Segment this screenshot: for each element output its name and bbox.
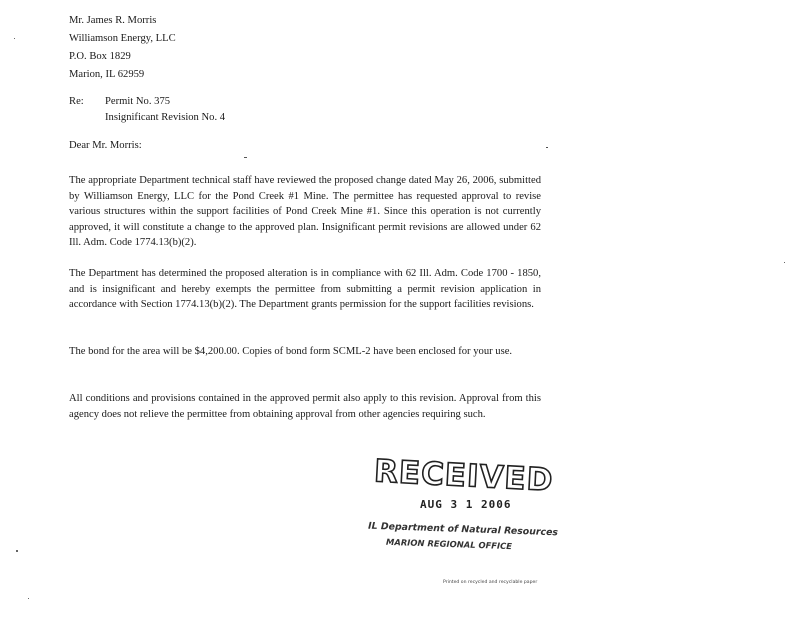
received-stamp-word: RECEIVED bbox=[373, 453, 555, 499]
received-stamp-date: AUG 3 1 2006 bbox=[420, 498, 512, 511]
permit-number: Permit No. 375 bbox=[105, 96, 171, 107]
subject-block bbox=[69, 94, 225, 126]
body-paragraph-conditions: All conditions and provisions contained in the approved permit also apply to this revision. Approval from this agency does not relieve the permittee from obtaining approval from other agencies requiring such. bbox=[69, 393, 541, 420]
recipient-name: Mr. James R. Morris bbox=[69, 15, 157, 26]
received-stamp-agency: IL Department of Natural Resources bbox=[367, 520, 559, 539]
scan-speck bbox=[546, 147, 548, 148]
body-paragraph-bond: The bond for the area will be $4,200.00. Copies of bond form SCML-2 have been enclosed for your use. bbox=[69, 346, 513, 357]
received-stamp bbox=[367, 453, 559, 558]
recipient-company: Williamson Energy, LLC bbox=[69, 33, 176, 44]
recycled-paper-note: Printed on recycled and recyclable paper bbox=[443, 580, 538, 585]
scan-speck bbox=[784, 262, 785, 263]
recipient-po-box: P.O. Box 1829 bbox=[69, 51, 131, 62]
scan-speck bbox=[16, 550, 18, 552]
subject-label: Re: bbox=[69, 96, 84, 107]
salutation: Dear Mr. Morris: bbox=[69, 140, 142, 151]
scan-speck bbox=[28, 598, 29, 599]
recipient-city-state-zip: Marion, IL 62959 bbox=[69, 69, 145, 80]
body-paragraph-determination: The Department has determined the proposed alteration is in compliance with 62 Ill. Adm. Code 1700 - 1850, and is insignificant and hereby exempts the permittee from submitting a permit revision application in accordance with Section 1774.13(b)(2). The Department grants permission for the support facilities revisions. bbox=[69, 268, 541, 311]
body-paragraph-review: The appropriate Department technical staff have reviewed the proposed change dated May 26, 2006, submitted by Williamson Energy, LLC for the Pond Creek #1 Mine. The permittee has requested approval to revise various structures within the support facilities of Pond Creek Mine #1. Since this operation is not currently approved, it will constitute a change to the approved plan. Insignificant permit revisions are allowed under 62 Ill. Adm. Code 1774.13(b)(2). bbox=[69, 175, 541, 249]
scan-speck bbox=[14, 38, 15, 39]
revision-number: Insignificant Revision No. 4 bbox=[105, 112, 226, 123]
received-stamp-office: MARION REGIONAL OFFICE bbox=[385, 536, 513, 552]
recipient-address bbox=[69, 12, 176, 84]
scan-mark bbox=[244, 157, 247, 158]
